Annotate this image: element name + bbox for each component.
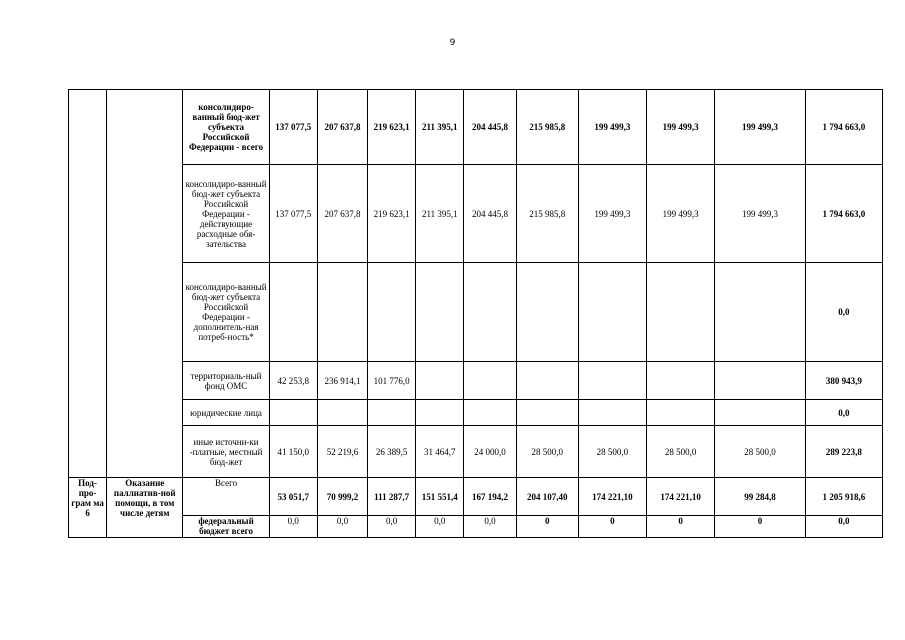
value-cell: 204 445,8: [464, 165, 516, 263]
row-label: консолидиро-ванный бюд-жет субъекта Российской Федерации - всего: [183, 90, 269, 165]
blank-cell: [107, 90, 183, 478]
value-cell: [269, 263, 317, 362]
total-cell: 0,0: [805, 516, 882, 538]
value-cell: 99 284,8: [715, 478, 805, 516]
blank-cell: [69, 90, 107, 478]
value-cell: [715, 263, 805, 362]
value-cell: 0,0: [317, 516, 367, 538]
value-cell: [464, 400, 516, 426]
value-cell: [269, 400, 317, 426]
value-cell: 28 500,0: [516, 426, 578, 478]
row-label: консолидиро-ванный бюд-жет субъекта Российской Федерации - дополнитель-ная потреб-ность*: [183, 263, 269, 362]
value-cell: [416, 263, 464, 362]
row-label: юридические лица: [183, 400, 269, 426]
value-cell: 137 077,5: [269, 90, 317, 165]
subprogram-name: Оказание паллиатив-ной помощи, в том числе детям: [107, 478, 183, 538]
value-cell: 0,0: [464, 516, 516, 538]
value-cell: 219 623,1: [368, 90, 416, 165]
value-cell: 52 219,6: [317, 426, 367, 478]
value-cell: 211 395,1: [416, 90, 464, 165]
value-cell: [715, 362, 805, 400]
value-cell: 0: [647, 516, 715, 538]
value-cell: [516, 263, 578, 362]
value-cell: 211 395,1: [416, 165, 464, 263]
value-cell: 199 499,3: [715, 165, 805, 263]
value-cell: 215 985,8: [516, 90, 578, 165]
value-cell: 199 499,3: [578, 90, 646, 165]
value-cell: 0: [715, 516, 805, 538]
table-row: [69, 478, 883, 516]
value-cell: 207 637,8: [317, 90, 367, 165]
value-cell: 174 221,10: [647, 478, 715, 516]
value-cell: 207 637,8: [317, 165, 367, 263]
value-cell: 31 464,7: [416, 426, 464, 478]
value-cell: 42 253,8: [269, 362, 317, 400]
value-cell: 167 194,2: [464, 478, 516, 516]
row-label: федеральный бюджет всего: [183, 516, 269, 538]
value-cell: 151 551,4: [416, 478, 464, 516]
value-cell: [647, 400, 715, 426]
value-cell: 41 150,0: [269, 426, 317, 478]
table-row: [69, 362, 883, 400]
row-label: территориаль-ный фонд ОМС: [183, 362, 269, 400]
value-cell: 204 107,40: [516, 478, 578, 516]
total-cell: 0,0: [805, 400, 882, 426]
total-cell: 1 205 918,6: [805, 478, 882, 516]
value-cell: [578, 362, 646, 400]
value-cell: [416, 400, 464, 426]
row-label: консолидиро-ванный бюд-жет субъекта Российской Федерации - действующие расходные обя-зательства: [183, 165, 269, 263]
value-cell: 215 985,8: [516, 165, 578, 263]
row-label: иные источни-ки -платные, местный бюд-жет: [183, 426, 269, 478]
table-row: [69, 400, 883, 426]
value-cell: 0,0: [269, 516, 317, 538]
value-cell: [464, 263, 516, 362]
value-cell: 137 077,5: [269, 165, 317, 263]
value-cell: 236 914,1: [317, 362, 367, 400]
value-cell: 174 221,10: [578, 478, 646, 516]
value-cell: 0: [578, 516, 646, 538]
value-cell: 0: [516, 516, 578, 538]
budget-table: [68, 89, 883, 538]
value-cell: 53 051,7: [269, 478, 317, 516]
value-cell: [464, 362, 516, 400]
value-cell: 70 999,2: [317, 478, 367, 516]
value-cell: [578, 400, 646, 426]
value-cell: 28 500,0: [578, 426, 646, 478]
value-cell: [715, 400, 805, 426]
value-cell: 28 500,0: [647, 426, 715, 478]
page-number: 9: [449, 38, 456, 48]
value-cell: [317, 400, 367, 426]
value-cell: [647, 362, 715, 400]
table-row: [69, 516, 883, 538]
value-cell: 0,0: [368, 516, 416, 538]
value-cell: [317, 263, 367, 362]
value-cell: 219 623,1: [368, 165, 416, 263]
value-cell: [368, 263, 416, 362]
value-cell: [516, 362, 578, 400]
value-cell: 24 000,0: [464, 426, 516, 478]
value-cell: [578, 263, 646, 362]
total-cell: 1 794 663,0: [805, 90, 882, 165]
row-label: Всего: [183, 478, 269, 516]
total-cell: 0,0: [805, 263, 882, 362]
value-cell: 28 500,0: [715, 426, 805, 478]
subprogram-code: Под-про-грам ма 6: [69, 478, 107, 538]
value-cell: 101 776,0: [368, 362, 416, 400]
total-cell: 380 943,9: [805, 362, 882, 400]
value-cell: 111 287,7: [368, 478, 416, 516]
value-cell: 199 499,3: [647, 165, 715, 263]
value-cell: 0,0: [416, 516, 464, 538]
total-cell: 1 794 663,0: [805, 165, 882, 263]
value-cell: [647, 263, 715, 362]
table-row: [69, 426, 883, 478]
table-row: [69, 90, 883, 165]
value-cell: [416, 362, 464, 400]
value-cell: 199 499,3: [578, 165, 646, 263]
total-cell: 289 223,8: [805, 426, 882, 478]
value-cell: [516, 400, 578, 426]
value-cell: 204 445,8: [464, 90, 516, 165]
value-cell: 26 389,5: [368, 426, 416, 478]
value-cell: 199 499,3: [647, 90, 715, 165]
value-cell: [368, 400, 416, 426]
value-cell: 199 499,3: [715, 90, 805, 165]
table-row: [69, 263, 883, 362]
table-row: [69, 165, 883, 263]
